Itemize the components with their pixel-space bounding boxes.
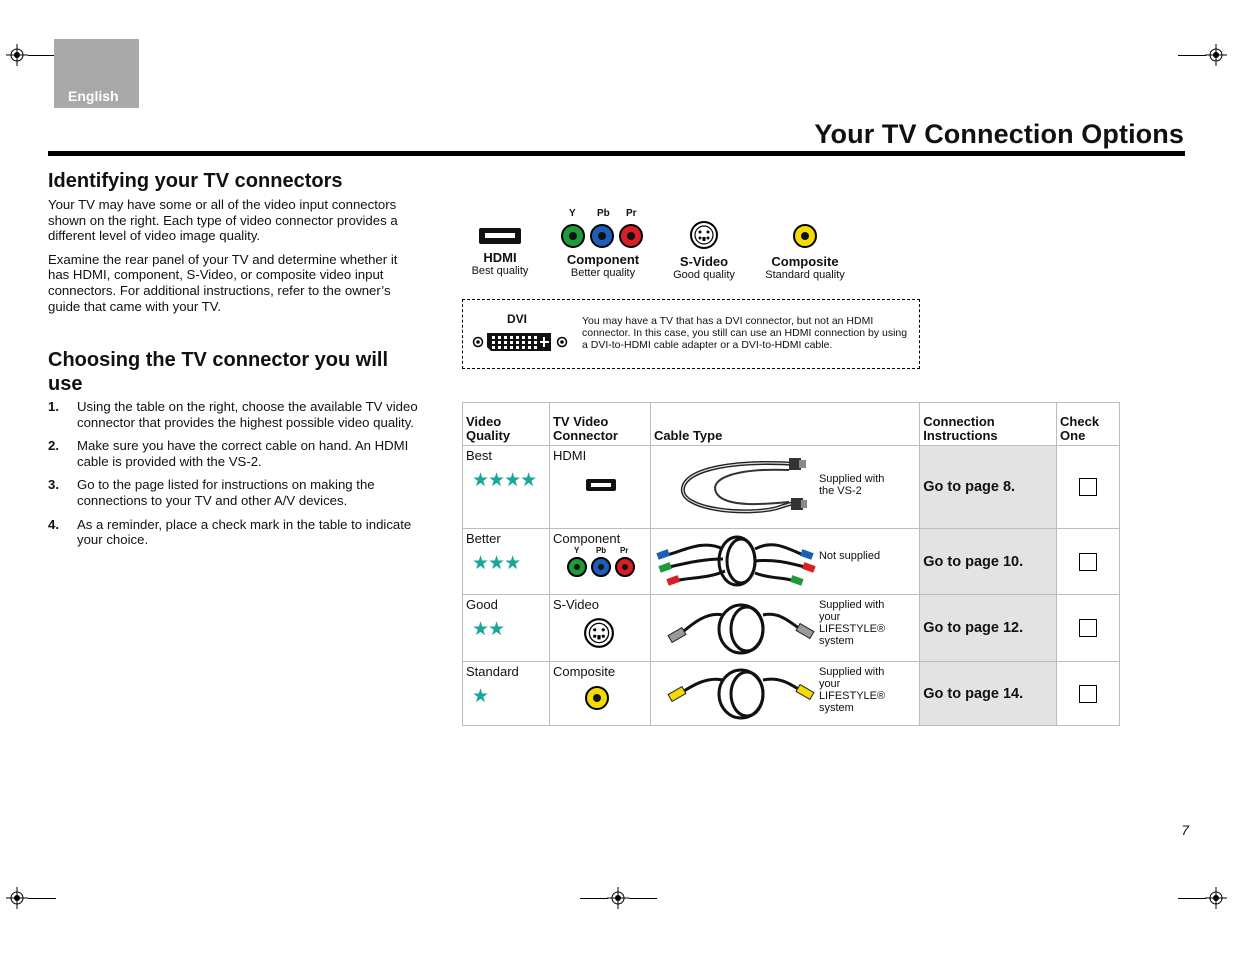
section-body	[48, 197, 418, 314]
check-cell	[1057, 595, 1120, 662]
connector-name: S-Video	[679, 254, 729, 269]
hdmi-port-icon	[585, 477, 617, 493]
crop-mark-icon	[6, 44, 28, 66]
composite-jack-icon	[791, 222, 819, 250]
table-header-row	[463, 403, 1120, 446]
header-check-one: Check One	[1057, 403, 1120, 446]
svideo-port-icon	[689, 220, 719, 250]
page-number: 7	[1181, 822, 1189, 838]
cable-note: Supplied with your LIFESTYLE® system	[818, 666, 886, 714]
crop-line	[28, 55, 56, 56]
step-number: 3.	[48, 477, 59, 493]
hdmi-port-icon	[478, 226, 522, 246]
crop-line	[1178, 898, 1206, 899]
check-cell	[1057, 529, 1120, 595]
connector-name: Component	[566, 252, 640, 267]
cable-cell	[650, 446, 919, 529]
dvi-label: DVI	[507, 312, 528, 326]
cable-note: Supplied with your LIFESTYLE® system	[818, 599, 886, 647]
connector-cell	[549, 529, 650, 595]
step-number: 4.	[48, 516, 59, 532]
component-labels	[553, 546, 647, 556]
quality-label: Best	[466, 448, 493, 463]
star-rating: ★★★★	[472, 470, 537, 491]
cable-note: Supplied with the VS-2	[818, 473, 885, 497]
quality-label: Standard	[466, 664, 519, 679]
connector-quality: Better quality	[570, 267, 636, 279]
crop-mark-icon	[607, 887, 629, 909]
header-cable-type: Cable Type	[650, 403, 919, 446]
connector-label: HDMI	[552, 448, 587, 463]
language-tab	[54, 39, 139, 108]
list-item	[48, 438, 418, 469]
step-number: 1.	[48, 399, 59, 414]
language-tab-label: English	[68, 88, 119, 104]
instructions-cell: Go to page 10.	[920, 529, 1057, 595]
crop-mark-icon	[6, 887, 28, 909]
check-cell	[1057, 446, 1120, 529]
star-rating: ★	[472, 686, 489, 707]
paragraph: Examine the rear panel of your TV and determine whether it has HDMI, component, S-Video, or composite video input connectors. For additional instructions, refer to the owner’s guide that came with your TV.	[48, 251, 398, 314]
table-row	[463, 529, 1120, 595]
step-number: 2.	[48, 438, 59, 454]
connector-svideo	[668, 220, 740, 281]
connector-composite	[758, 222, 852, 281]
svideo-cable-icon	[665, 601, 815, 657]
crop-line	[580, 898, 608, 899]
component-labels	[558, 208, 648, 222]
table-row	[463, 446, 1120, 529]
check-box[interactable]	[1079, 553, 1097, 571]
connector-label: S-Video	[552, 597, 599, 612]
section-heading: Choosing the TV connector you will use	[48, 349, 389, 395]
connector-quality: Standard quality	[765, 269, 845, 281]
quality-cell	[463, 662, 550, 726]
header-video-quality: Video Quality	[463, 403, 550, 446]
instructions-cell: Go to page 12.	[920, 595, 1057, 662]
crop-mark-icon	[1205, 44, 1227, 66]
section-choosing	[48, 348, 418, 556]
section-heading: Identifying your TV connectors	[48, 170, 343, 192]
check-box[interactable]	[1079, 478, 1097, 496]
list-item	[48, 517, 418, 548]
dvi-note-box	[462, 299, 920, 369]
label-pr: Pr	[619, 546, 629, 555]
composite-jack-icon	[583, 684, 611, 712]
table-row	[463, 662, 1120, 726]
hdmi-cable-icon	[677, 454, 807, 522]
connector-quality: Good quality	[673, 269, 735, 281]
component-jacks-icon	[565, 556, 639, 578]
instructions-cell: Go to page 14.	[920, 662, 1057, 726]
connection-table	[462, 402, 1120, 726]
component-cable-icon	[653, 533, 817, 589]
crop-line	[1178, 55, 1206, 56]
check-cell	[1057, 662, 1120, 726]
connector-label: Composite	[552, 664, 616, 679]
connector-name: Composite	[771, 254, 839, 269]
crop-mark-icon	[1205, 887, 1227, 909]
label-y: Y	[569, 208, 576, 219]
cable-note: Not supplied	[818, 550, 881, 562]
paragraph: Your TV may have some or all of the video input connectors shown on the right. Each type of video connector provides a different level of video image quality.	[48, 197, 398, 244]
check-box[interactable]	[1079, 619, 1097, 637]
dvi-port-icon	[472, 330, 568, 354]
step-text: Using the table on the right, choose the available TV video connector that provides the highest possible video quality.	[77, 399, 418, 430]
section-identifying	[48, 169, 418, 322]
connector-hdmi	[464, 226, 536, 277]
dvi-note-text: You may have a TV that has a DVI connector, but not an HDMI connector. In this case, you still can use an HDMI connection by using a DVI-to-HDMI cable adapter or a DVI-to-HDMI cable.	[582, 315, 908, 351]
connector-component	[558, 208, 648, 279]
connector-name: HDMI	[483, 250, 517, 265]
steps-list	[48, 399, 418, 548]
instructions-cell: Go to page 8.	[920, 446, 1057, 529]
connector-quality: Best quality	[471, 265, 529, 277]
cable-cell	[650, 529, 919, 595]
label-y: Y	[573, 546, 580, 555]
cable-cell	[650, 595, 919, 662]
connector-cell	[549, 595, 650, 662]
title-rule	[48, 151, 1185, 156]
step-text: Make sure you have the correct cable on hand. An HDMI cable is provided with the VS-2.	[77, 438, 409, 469]
step-text: Go to the page listed for instructions on making the connections to your TV and other A/V devices.	[77, 477, 375, 508]
crop-line	[629, 898, 657, 899]
table-row	[463, 595, 1120, 662]
label-pr: Pr	[626, 208, 637, 219]
quality-label: Good	[466, 597, 498, 612]
header-tv-connector: TV Video Connector	[549, 403, 650, 446]
check-box[interactable]	[1079, 685, 1097, 703]
header-instructions: Connection Instructions	[920, 403, 1057, 446]
star-rating: ★★	[472, 619, 505, 640]
connector-cell	[549, 662, 650, 726]
quality-cell	[463, 529, 550, 595]
connector-cell	[549, 446, 650, 529]
label-pb: Pb	[595, 546, 607, 555]
list-item	[48, 399, 418, 430]
list-item	[48, 477, 418, 508]
composite-cable-icon	[665, 666, 815, 722]
quality-label: Better	[466, 531, 501, 546]
step-text: As a reminder, place a check mark in the table to indicate your choice.	[77, 516, 412, 548]
quality-cell	[463, 446, 550, 529]
label-pb: Pb	[597, 208, 610, 219]
quality-cell	[463, 595, 550, 662]
crop-line	[28, 898, 56, 899]
star-rating: ★★★	[472, 553, 521, 574]
connector-label: Component	[552, 531, 621, 546]
cable-cell	[650, 662, 919, 726]
svideo-port-icon	[583, 617, 615, 649]
page-title: Your TV Connection Options	[814, 119, 1184, 149]
component-jacks-icon	[558, 222, 648, 248]
